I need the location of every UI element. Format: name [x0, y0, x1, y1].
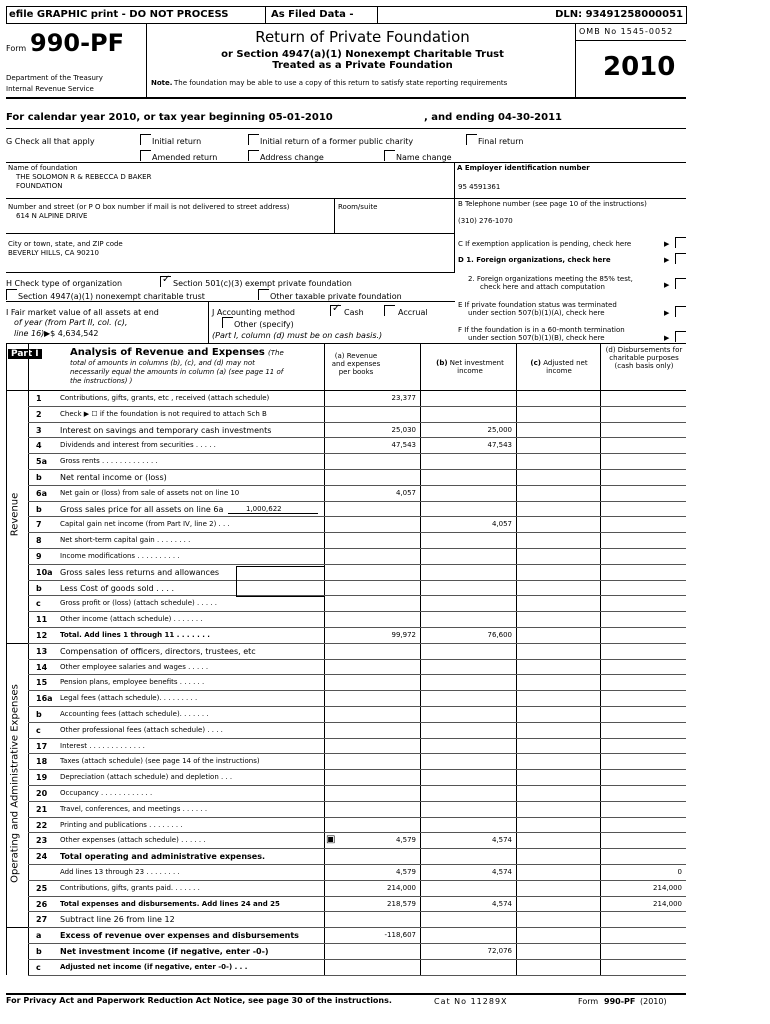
row-label: Other income (attach schedule) . . . . . . .: [60, 615, 203, 624]
check-f-line1: F If the foundation is in a 60-month termination: [458, 326, 625, 334]
top-bar: [6, 6, 687, 24]
city-value: BEVERLY HILLS, CA 90210: [8, 249, 99, 257]
final-return-checkbox[interactable]: [466, 134, 477, 145]
h-other-checkbox[interactable]: [258, 289, 269, 300]
form-subtitle-2: Treated as a Private Foundation: [272, 60, 453, 71]
part-i-desc-1: total of amounts in columns (b), (c), and (d) may not: [70, 359, 255, 367]
check-c-box[interactable]: [675, 237, 686, 248]
cell-col-a: 47,543: [391, 441, 416, 450]
cell-col-a: 4,579: [395, 868, 416, 876]
cash-basis-note: (Part I, column (d) must be on cash basis.): [212, 331, 383, 340]
row-number: 4: [36, 441, 42, 451]
room-label: Room/suite: [338, 203, 378, 211]
row-number: 21: [36, 804, 48, 814]
row-label: Depreciation (attach schedule) and depletion . . .: [60, 773, 233, 782]
part-i-desc-2: necessarily equal the amounts in column (a) (see page 11 of: [70, 368, 284, 376]
row-number: 10a: [36, 567, 53, 577]
check-e-line2: under section 507(b)(1)(A), check here: [468, 309, 605, 317]
row-number: b: [36, 504, 42, 514]
row-number: 5a: [36, 457, 47, 467]
fmv-line-2: of year (from Part II, col. (c),: [14, 318, 128, 327]
row-number: c: [36, 725, 41, 735]
cash-label: Cash: [344, 308, 364, 317]
row-label: Gross sales less returns and allowances: [60, 567, 220, 577]
initial-former-checkbox[interactable]: [248, 134, 259, 145]
privacy-notice: For Privacy Act and Paperwork Reduction Act Notice, see page 30 of the instructions.: [6, 996, 392, 1005]
row-number: 2: [36, 409, 42, 419]
revenue-side-label-wrap: [2, 471, 28, 561]
final-return-label: Final return: [478, 137, 524, 146]
calendar-ending: , and ending 04-30-2011: [424, 112, 562, 123]
row-number: c: [36, 599, 41, 609]
cell-col-a: 23,377: [391, 394, 416, 402]
row-number: 7: [36, 520, 42, 530]
row-number: 8: [36, 536, 42, 546]
expenses-side-label-wrap: [2, 650, 28, 920]
check-e-box[interactable]: [675, 306, 686, 317]
row-label: Contributions, gifts, grants paid. . . . . . .: [60, 883, 200, 892]
other-method-checkbox[interactable]: [222, 317, 233, 328]
row-label: Gross sales price for all assets on line 6a: [60, 504, 224, 514]
col-d-header: (d) Disbursements for charitable purposes (cash basis only): [605, 346, 683, 370]
check-d2-line1: 2. Foreign organizations meeting the 85% test,: [468, 275, 633, 283]
row-label: Other expenses (attach schedule) . . . . . .: [60, 836, 206, 845]
row-label: Taxes (attach schedule) (see page 14 of the instructions): [60, 757, 260, 766]
col-b-text: Net investment income: [449, 359, 504, 375]
efile-label: efile GRAPHIC print - DO NOT PROCESS: [9, 9, 229, 20]
check-h-label: H Check type of organization: [6, 279, 123, 288]
cell-col-b: 25,000: [487, 425, 512, 434]
h-4947-checkbox[interactable]: [6, 289, 17, 300]
row-line: [28, 975, 686, 976]
row-label: Interest . . . . . . . . . . . . .: [60, 741, 145, 750]
row-label: Legal fees (attach schedule). . . . . . . . .: [60, 694, 198, 703]
cell-col-b: 72,076: [487, 947, 512, 955]
row-label: Check ▶ ☐ if the foundation is not required to attach Sch B: [60, 409, 267, 418]
col-c-tag: (c): [530, 359, 541, 367]
check-d1-box[interactable]: [675, 253, 686, 264]
row-number: 24: [36, 852, 48, 862]
row-label: Net rental income or (loss): [60, 473, 167, 482]
form-number: 990-PF: [30, 29, 125, 57]
initial-return-label: Initial return: [152, 137, 202, 146]
row-label: Contributions, gifts, grants, etc , received (attach schedule): [60, 394, 270, 402]
dept-treasury: Department of the Treasury: [6, 74, 103, 82]
amended-return-checkbox[interactable]: [140, 150, 151, 161]
row-number: 16a: [36, 694, 53, 704]
part-i-title: Analysis of Revenue and Expenses: [70, 347, 265, 358]
form-subtitle-1: or Section 4947(a)(1) Nonexempt Charitable Trust: [221, 49, 504, 60]
row-number: 20: [36, 789, 48, 798]
row-label: Less Cost of goods sold . . . .: [60, 583, 175, 593]
name-change-label: Name change: [396, 153, 452, 162]
city-label: City or town, state, and ZIP code: [8, 240, 123, 248]
row-number: 27: [36, 915, 48, 925]
row-label: Net investment income (if negative, enter -0-): [60, 947, 269, 956]
cell-col-a: 4,579: [395, 836, 416, 845]
row-number: 13: [36, 646, 48, 656]
check-f-line2: under section 507(b)(1)(B), check here: [468, 334, 605, 342]
row-number: 22: [36, 820, 48, 830]
note-label: Note.: [151, 79, 173, 87]
row-number: 12: [36, 631, 48, 640]
row-label: Interest on savings and temporary cash investments: [60, 425, 272, 435]
cell-col-a: 218,579: [387, 899, 416, 908]
h-501c3-label: Section 501(c)(3) exempt private foundation: [173, 279, 352, 288]
foundation-name-2: FOUNDATION: [16, 182, 63, 190]
row-label: Pension plans, employee benefits . . . . . .: [60, 678, 205, 687]
fmv-value: ▶$ 4,634,542: [44, 329, 99, 338]
col-b-tag: (b): [436, 359, 448, 367]
row-number: 19: [36, 773, 48, 783]
dept-irs: Internal Revenue Service: [6, 85, 94, 93]
cell-col-b: 47,543: [487, 441, 512, 450]
row-number: b: [36, 583, 42, 593]
accrual-label: Accrual: [398, 308, 428, 317]
inline-underline: [228, 513, 318, 514]
h-other-label: Other taxable private foundation: [270, 292, 402, 301]
row-label: Income modifications . . . . . . . . . .: [60, 552, 180, 560]
cell-col-b: 4,057: [491, 520, 512, 529]
amended-return-label: Amended return: [152, 153, 218, 162]
part-i-desc-3: the instructions) ): [70, 377, 133, 385]
check-d2-line2: check here and attach computation: [480, 283, 605, 291]
check-g-label: G Check all that apply: [6, 137, 95, 146]
attachment-icon[interactable]: ▣: [326, 834, 336, 846]
phone-label: B Telephone number (see page 10 of the instructions): [458, 200, 647, 208]
cell-col-b: 76,600: [487, 631, 512, 639]
initial-former-label: Initial return of a former public charity: [260, 137, 414, 146]
cell-col-b: 4,574: [491, 868, 512, 876]
row-number: 6a: [36, 488, 47, 498]
part-i-tag: Part I: [8, 349, 42, 359]
row-label: Other employee salaries and wages . . . . .: [60, 662, 209, 671]
fmv-line-3: line 16): [14, 329, 45, 338]
cat-number: Cat No 11289X: [434, 997, 508, 1006]
row-label: Total expenses and disbursements. Add lines 24 and 25: [60, 899, 280, 908]
check-d1-label: D 1. Foreign organizations, check here: [458, 256, 611, 264]
phone-value: (310) 276-1070: [458, 217, 513, 225]
row-label: Add lines 13 through 23 . . . . . . . .: [60, 868, 180, 876]
form-title: Return of Private Foundation: [255, 28, 470, 46]
row-number: b: [36, 710, 42, 719]
col-c-text: Adjusted net income: [543, 359, 588, 375]
row-label: Printing and publications . . . . . . . .: [60, 820, 183, 829]
fmv-line-1: I Fair market value of all assets at end: [6, 308, 159, 317]
omb-number: OMB No 1545-0052: [579, 27, 674, 36]
row-number: 15: [36, 678, 48, 688]
footer-year: (2010): [640, 997, 667, 1006]
accounting-label: J Accounting method: [212, 308, 296, 317]
row-number: 14: [36, 662, 48, 672]
cell-col-d: 214,000: [653, 899, 682, 908]
row-label: Compensation of officers, directors, trustees, etc: [60, 646, 256, 656]
row-number: 25: [36, 883, 48, 893]
street-value: 614 N ALPINE DRIVE: [16, 212, 88, 220]
row-label: Other professional fees (attach schedule) . . . .: [60, 725, 223, 734]
row-label: Excess of revenue over expenses and disbursements: [60, 931, 299, 941]
footer-form-number: 990-PF: [604, 997, 636, 1006]
cell-col-a: 99,972: [391, 631, 416, 639]
row-number: a: [36, 931, 42, 941]
row-label: Travel, conferences, and meetings . . . . . .: [60, 804, 208, 813]
tax-year: 2010: [603, 52, 676, 82]
initial-return-checkbox[interactable]: [140, 134, 151, 145]
row-label: Dividends and interest from securities . . . . .: [60, 441, 216, 450]
ein-label: A Employer identification number: [457, 164, 590, 172]
row-number: b: [36, 473, 42, 482]
name-label: Name of foundation: [8, 164, 78, 172]
row-number: 3: [36, 425, 42, 435]
cell-col-a: 214,000: [387, 883, 416, 892]
row-number: 18: [36, 757, 48, 767]
cell-col-b: 4,574: [491, 836, 512, 845]
col-c-header: [518, 359, 600, 375]
row-number: 23: [36, 836, 48, 846]
expenses-side-label: Operating and Administrative Expenses: [9, 684, 21, 883]
row-number: 11: [36, 615, 48, 625]
col-a-header: (a) Revenue and expenses per books: [331, 352, 381, 376]
check-c-label: C If exemption application is pending, check here: [458, 240, 632, 248]
accrual-checkbox[interactable]: [384, 305, 395, 316]
check-d2-box[interactable]: [675, 278, 686, 289]
row-label: Occupancy . . . . . . . . . . . .: [60, 789, 153, 797]
filed-label: As Filed Data -: [271, 9, 354, 20]
revenue-side-label: Revenue: [9, 492, 21, 537]
cell-col-a: 25,030: [391, 425, 416, 434]
row-label: Capital gain net income (from Part IV, line 2) . . .: [60, 520, 230, 529]
address-change-label: Address change: [260, 153, 324, 162]
row-number: 1: [36, 394, 42, 403]
cell-col-d: 214,000: [653, 883, 682, 892]
row-label: Adjusted net income (if negative, enter -0-) . . .: [60, 962, 248, 971]
ein-value: 95 4591361: [458, 183, 501, 191]
row-label: Net short-term capital gain . . . . . . . .: [60, 536, 191, 545]
footer-form-prefix: Form: [578, 997, 599, 1006]
h-4947-label: Section 4947(a)(1) nonexempt charitable trust: [18, 292, 205, 301]
other-method-label: Other (specify): [234, 320, 294, 329]
cell-col-a: 4,057: [395, 488, 416, 497]
part-i-title-note: (The: [268, 349, 284, 357]
row-number: b: [36, 947, 42, 956]
note-text: The foundation may be able to use a copy of this return to satisfy state reporting requirements: [174, 79, 508, 87]
cash-checkbox[interactable]: ✓: [332, 303, 341, 314]
row-label: Gross profit or (loss) (attach schedule) . . . . .: [60, 599, 218, 608]
row-label: Subtract line 26 from line 12: [60, 915, 175, 925]
row-label: Net gain or (loss) from sale of assets not on line 10: [60, 488, 240, 497]
row-number: 17: [36, 741, 48, 751]
row-label: Accounting fees (attach schedule). . . . . . .: [60, 710, 209, 718]
cell-col-a: -118,607: [384, 931, 416, 940]
foundation-name-1: THE SOLOMON R & REBECCA D BAKER: [16, 173, 152, 181]
row-label: Gross rents . . . . . . . . . . . . .: [60, 457, 158, 466]
check-f-box[interactable]: [675, 331, 686, 342]
dln: DLN: 93491258000051: [555, 9, 683, 20]
name-change-checkbox[interactable]: [384, 150, 395, 161]
form-prefix: Form: [6, 44, 27, 53]
cell-col-b: 4,574: [491, 899, 512, 908]
cell-col-d: 0: [677, 868, 682, 876]
street-label: Number and street (or P O box number if mail is not delivered to street address): [8, 203, 290, 211]
h-501c3-checkbox[interactable]: ✓: [162, 274, 171, 285]
address-change-checkbox[interactable]: [248, 150, 259, 161]
row-number: 9: [36, 552, 42, 561]
col-b-header: [424, 359, 516, 375]
inline-amount: 1,000,622: [246, 504, 282, 513]
check-e-line1: E If private foundation status was terminated: [458, 301, 617, 309]
inline-entry-box: [236, 566, 325, 598]
row-number: c: [36, 962, 41, 972]
row-label: Total. Add lines 1 through 11 . . . . . . .: [60, 631, 210, 639]
row-label: Total operating and administrative expenses.: [60, 852, 265, 862]
calendar-year: For calendar year 2010, or tax year beginning 05-01-2010: [6, 112, 333, 123]
row-number: 26: [36, 899, 48, 909]
